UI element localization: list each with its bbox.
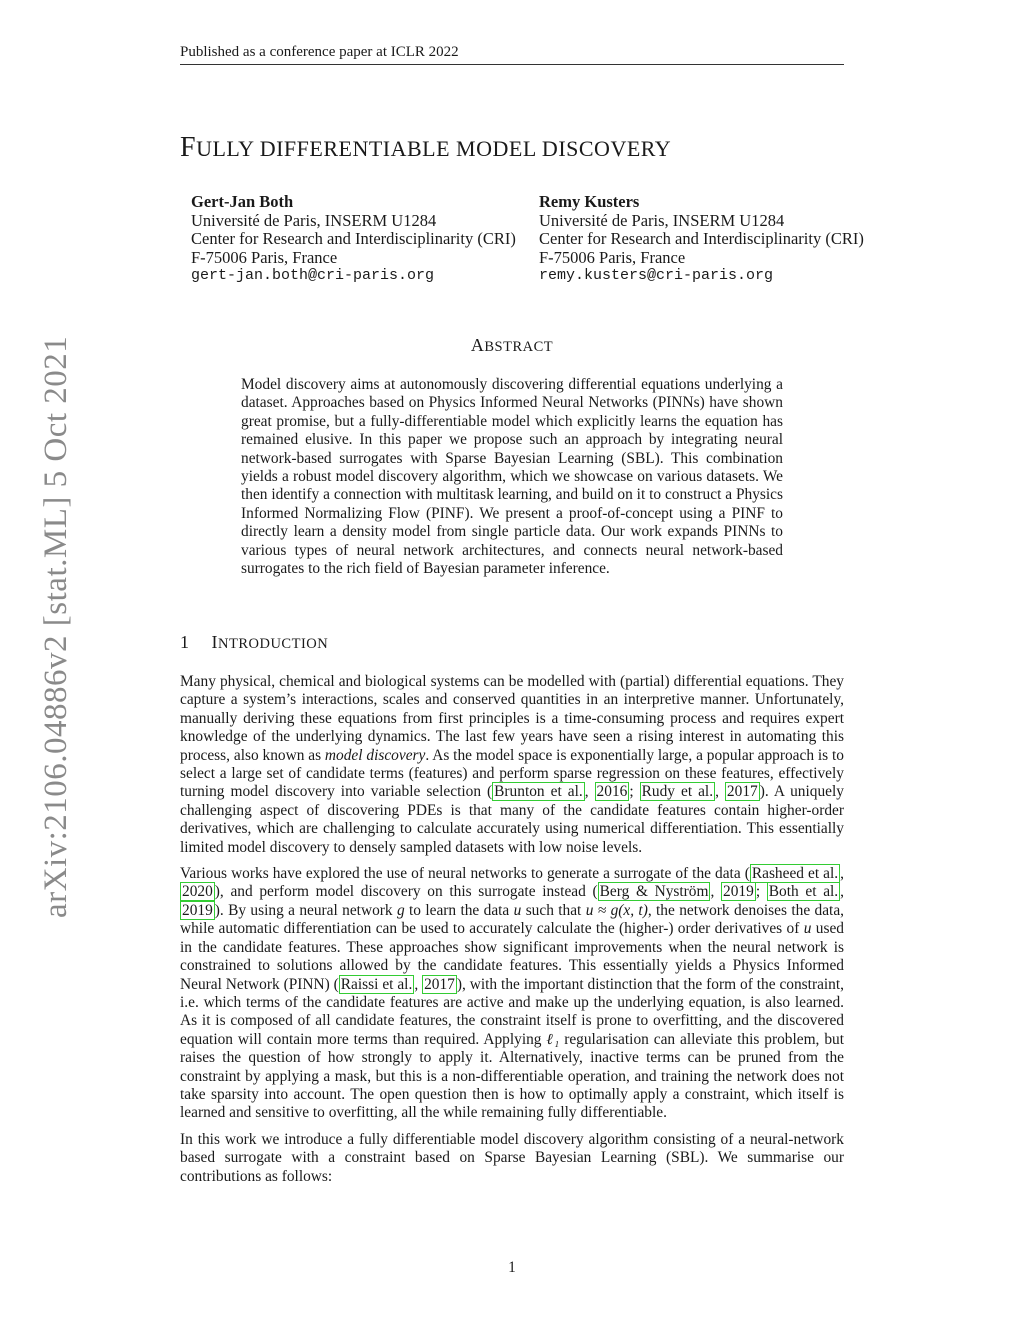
citation-link[interactable]: Berg & Nyström xyxy=(599,883,709,901)
citation-link[interactable]: 2019 xyxy=(182,901,213,919)
paper-title: FULLY DIFFERENTIABLE MODEL DISCOVERY xyxy=(180,132,672,163)
author-city: F-75006 Paris, France xyxy=(191,247,338,267)
citation-link[interactable]: 2017 xyxy=(726,783,758,801)
author-name: Gert-Jan Both xyxy=(191,192,294,211)
citation-link[interactable]: Brunton et al. xyxy=(494,783,583,801)
abstract-text: Model discovery aims at autonomously discovering differential equations underlying a dataset. Approaches based on Physics Informed Neural Networks (PINNs) have shown great promise, but a fully-differentiable model which explicitly learns the equation has remained elusive. In this paper we propose such an approach by integrating neural network-based surrogates with Sparse Bayesian Learning (SBL). This combination yields a robust model discovery algorithm, which we showcase on various datasets. We then identify a connection with multitask learning, and build on it to construct a Physics Informed Normalizing Flow (PINF). We present a proof-of-concept using a PINF to directly learn a density model from single particle data. Our work expands PINNs to various types of neural network architectures, and connects neural network-based surrogates to the rich field of Bayesian parameter inference. xyxy=(241,376,783,578)
running-header: Published as a conference paper at ICLR 2022 xyxy=(180,44,844,65)
introduction-body xyxy=(180,673,844,1194)
citation-link[interactable]: Rudy et al. xyxy=(641,783,714,801)
author-name: Remy Kusters xyxy=(539,192,640,211)
section-heading-introduction: 1 INTRODUCTION xyxy=(180,632,329,652)
citation-link[interactable]: 2019 xyxy=(723,883,754,901)
author-email[interactable]: gert-jan.both@cri-paris.org xyxy=(191,267,435,284)
citation-link[interactable]: Rasheed et al. xyxy=(751,865,839,883)
page-number: 1 xyxy=(508,1259,516,1276)
citation-link[interactable]: Both et al. xyxy=(768,883,839,901)
author-affiliation: Center for Research and Interdisciplinarity (CRI) xyxy=(191,229,516,248)
paragraph-2: Various works have explored the use of neural networks to generate a surrogate of the data ( Rasheed et al. , 2020 ), and perform model discovery on this surrogate instead ( Berg & Nyström , 2019 ; Both et al. , 2019 ). By using a neural network g to learn the data u such that u ≈ g(x, t), the network denoises the data, while automatic differentiation can be used to accurately calculate the (higher-) order derivatives of u used in the candidate features. These approaches show significant improvements when the neural network is constrained to solutions allowed by the candidate features. This essentially yields a Physics Informed Neural Network (PINN) ( Raissi et al. , 2017 ), with the important distinction that the form of the constraint, i.e. which terms of the candidate features are active and make up the underlying equation, is also learned. As it is composed of all candidate features, the constraint itself is prone to overfitting, and the discovered equation will contain more terms than required. Applying ℓ₁ regularisation can alleviate this problem, but raises the question of how strongly to apply it. Alternatively, inactive terms can be pruned from the constraint by applying a mask, but this is a non-differentiable operation, and training the network does not take sparsity into account. The open question then is how to optimally apply a constraint, which itself is learned and sensitive to overfitting, all the while remaining fully differentiable. xyxy=(180,865,845,1122)
author-city: F-75006 Paris, France xyxy=(539,247,686,267)
paragraph-1: Many physical, chemical and biological systems can be modelled with (partial) differential equations. They capture a system’s interactions, scales and conserved quantities in an interpretive manner. Unfortunately, manually deriving these equations from first principles is a time-consuming process and requires expert knowledge of the underlying dynamics. The last few years have seen a rising interest in automating this process, also known as model discovery. As the model space is exponentially large, a popular approach is to select a large set of candidate terms (features) and perform sparse regression on these features, effectively turning model discovery into variable selection ( Brunton et al. , 2016 ; Rudy et al. , 2017 ). A uniquely challenging aspect of discovering PDEs is that many of the candidate features contain higher-order derivatives, which are challenging to calculate accurately using numerical differentiation. This essentially limited model discovery to densely sampled datasets with low noise levels. xyxy=(180,673,844,856)
arxiv-stamp[interactable]: arXiv:2106.04886v2 [stat.ML] 5 Oct 2021 xyxy=(38,335,74,918)
author-affiliation: Center for Research and Interdisciplinarity (CRI) xyxy=(539,229,864,248)
author-block-1 xyxy=(191,193,516,286)
citation-link[interactable]: 2020 xyxy=(182,883,213,901)
citation-link[interactable]: 2017 xyxy=(424,975,455,993)
author-affiliation: Université de Paris, INSERM U1284 xyxy=(539,210,785,230)
author-block-2 xyxy=(539,193,864,286)
abstract-heading: ABSTRACT xyxy=(470,335,554,355)
citation-link[interactable]: 2016 xyxy=(596,783,628,801)
author-email[interactable]: remy.kusters@cri-paris.org xyxy=(539,267,774,284)
citation-link[interactable]: Raissi et al. xyxy=(340,975,413,993)
author-affiliation: Université de Paris, INSERM U1284 xyxy=(191,210,437,230)
paragraph-3: In this work we introduce a fully differentiable model discovery algorithm consisting of a neural-network based surrogate with a constraint based on Sparse Bayesian Learning (SBL). We summarise our contributions as follows: xyxy=(180,1130,844,1185)
